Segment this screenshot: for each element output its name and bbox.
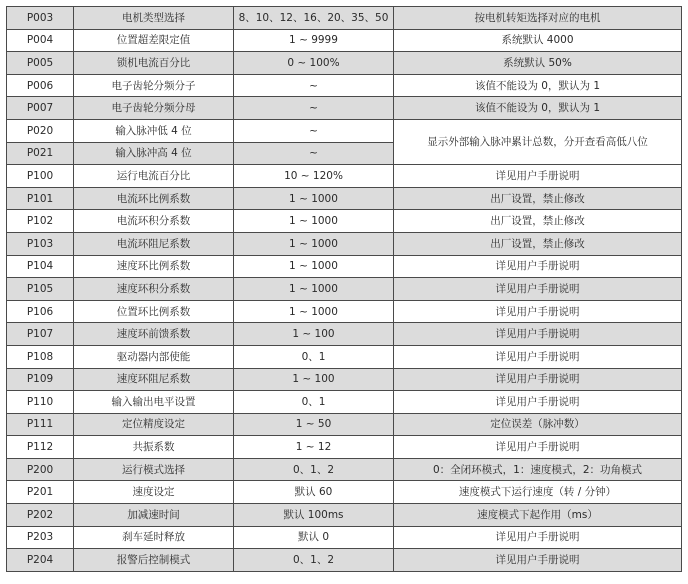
param-code-cell: P108 [7,345,74,368]
param-name-cell: 速度设定 [74,481,234,504]
param-code-cell: P111 [7,413,74,436]
param-name-cell: 驱动器内部使能 [74,345,234,368]
param-range-cell: 1 ~ 1000 [234,300,394,323]
param-range-cell: 8、10、12、16、20、35、50 [234,7,394,30]
param-note-cell: 速度模式下运行速度（转 / 分钟） [394,481,682,504]
param-note-cell: 定位误差（脉冲数） [394,413,682,436]
param-name-cell: 输入脉冲高 4 位 [74,142,234,165]
param-range-cell: 1 ~ 100 [234,323,394,346]
param-note-cell: 出厂设置，禁止修改 [394,232,682,255]
table-row [7,413,682,436]
table-row [7,526,682,549]
param-code-cell: P110 [7,391,74,414]
param-range-cell: 1 ~ 1000 [234,210,394,233]
table-row [7,436,682,459]
table-row [7,481,682,504]
table-row [7,278,682,301]
param-code-cell: P003 [7,7,74,30]
param-code-cell: P106 [7,300,74,323]
param-name-cell: 速度环积分系数 [74,278,234,301]
param-note-cell: 详见用户手册说明 [394,255,682,278]
param-note-cell: 详见用户手册说明 [394,436,682,459]
table-row [7,323,682,346]
param-name-cell: 速度环阻尼系数 [74,368,234,391]
param-code-cell: P021 [7,142,74,165]
param-name-cell: 锁机电流百分比 [74,52,234,75]
param-name-cell: 刹车延时释放 [74,526,234,549]
param-range-cell: 默认 60 [234,481,394,504]
param-range-cell: 1 ~ 1000 [234,278,394,301]
param-note-cell: 速度模式下起作用（ms） [394,504,682,527]
param-name-cell: 输入脉冲低 4 位 [74,119,234,142]
param-code-cell: P200 [7,458,74,481]
param-name-cell: 位置超差限定值 [74,29,234,52]
param-code-cell: P103 [7,232,74,255]
param-note-cell: 详见用户手册说明 [394,391,682,414]
parameter-table [6,6,682,572]
param-note-cell: 详见用户手册说明 [394,165,682,188]
param-note-cell: 详见用户手册说明 [394,323,682,346]
param-code-cell: P112 [7,436,74,459]
param-name-cell: 电流环比例系数 [74,187,234,210]
table-row [7,29,682,52]
param-note-cell: 系统默认 50% [394,52,682,75]
param-name-cell: 速度环前馈系数 [74,323,234,346]
param-range-cell: 1 ~ 100 [234,368,394,391]
param-name-cell: 运行电流百分比 [74,165,234,188]
param-code-cell: P202 [7,504,74,527]
table-row [7,549,682,572]
table-row [7,210,682,233]
table-row [7,391,682,414]
param-range-cell: 1 ~ 1000 [234,187,394,210]
param-name-cell: 定位精度设定 [74,413,234,436]
table-row [7,255,682,278]
param-range-cell: 默认 0 [234,526,394,549]
param-code-cell: P101 [7,187,74,210]
param-code-cell: P203 [7,526,74,549]
param-code-cell: P109 [7,368,74,391]
param-name-cell: 电子齿轮分频分母 [74,97,234,120]
param-range-cell: 1 ~ 50 [234,413,394,436]
table-row [7,97,682,120]
param-note-cell: 0：全闭环模式，1：速度模式，2：功角模式 [394,458,682,481]
param-range-cell: ~ [234,74,394,97]
param-note-cell: 详见用户手册说明 [394,526,682,549]
param-range-cell: 1 ~ 1000 [234,255,394,278]
table-row [7,300,682,323]
param-note-cell: 按电机转矩选择对应的电机 [394,7,682,30]
table-row [7,458,682,481]
table-row [7,345,682,368]
param-range-cell: 1 ~ 12 [234,436,394,459]
param-range-cell: ~ [234,97,394,120]
param-range-cell: 默认 100ms [234,504,394,527]
param-range-cell: ~ [234,142,394,165]
param-note-cell: 出厂设置，禁止修改 [394,187,682,210]
param-note-cell: 该值不能设为 0，默认为 1 [394,97,682,120]
param-name-cell: 电流环阻尼系数 [74,232,234,255]
param-range-cell: 0 ~ 100% [234,52,394,75]
param-name-cell: 速度环比例系数 [74,255,234,278]
param-name-cell: 位置环比例系数 [74,300,234,323]
param-code-cell: P204 [7,549,74,572]
parameter-table-container [6,6,681,572]
param-range-cell: ~ [234,119,394,142]
param-range-cell: 0、1、2 [234,549,394,572]
param-range-cell: 1 ~ 9999 [234,29,394,52]
param-range-cell: 10 ~ 120% [234,165,394,188]
table-row [7,165,682,188]
param-note-cell: 详见用户手册说明 [394,278,682,301]
table-row [7,119,682,142]
param-range-cell: 0、1、2 [234,458,394,481]
param-code-cell: P105 [7,278,74,301]
param-range-cell: 0、1 [234,391,394,414]
param-code-cell: P005 [7,52,74,75]
param-range-cell: 1 ~ 1000 [234,232,394,255]
parameter-table-body [7,7,682,572]
param-note-cell: 详见用户手册说明 [394,345,682,368]
param-name-cell: 电流环积分系数 [74,210,234,233]
param-code-cell: P100 [7,165,74,188]
param-note-cell: 显示外部输入脉冲累计总数，分开查看高低八位 [394,119,682,164]
param-note-cell: 出厂设置，禁止修改 [394,210,682,233]
param-note-cell: 详见用户手册说明 [394,549,682,572]
table-row [7,7,682,30]
param-code-cell: P020 [7,119,74,142]
param-name-cell: 报警后控制模式 [74,549,234,572]
table-row [7,74,682,97]
param-range-cell: 0、1 [234,345,394,368]
param-note-cell: 详见用户手册说明 [394,368,682,391]
param-note-cell: 系统默认 4000 [394,29,682,52]
param-name-cell: 电子齿轮分频分子 [74,74,234,97]
table-row [7,52,682,75]
table-row [7,187,682,210]
param-note-cell: 详见用户手册说明 [394,300,682,323]
table-row [7,504,682,527]
param-name-cell: 共振系数 [74,436,234,459]
param-code-cell: P201 [7,481,74,504]
table-row [7,368,682,391]
param-name-cell: 电机类型选择 [74,7,234,30]
param-code-cell: P102 [7,210,74,233]
param-code-cell: P107 [7,323,74,346]
param-name-cell: 运行模式选择 [74,458,234,481]
param-code-cell: P004 [7,29,74,52]
table-row [7,232,682,255]
param-name-cell: 加减速时间 [74,504,234,527]
param-name-cell: 输入输出电平设置 [74,391,234,414]
param-code-cell: P006 [7,74,74,97]
param-code-cell: P007 [7,97,74,120]
param-note-cell: 该值不能设为 0，默认为 1 [394,74,682,97]
param-code-cell: P104 [7,255,74,278]
